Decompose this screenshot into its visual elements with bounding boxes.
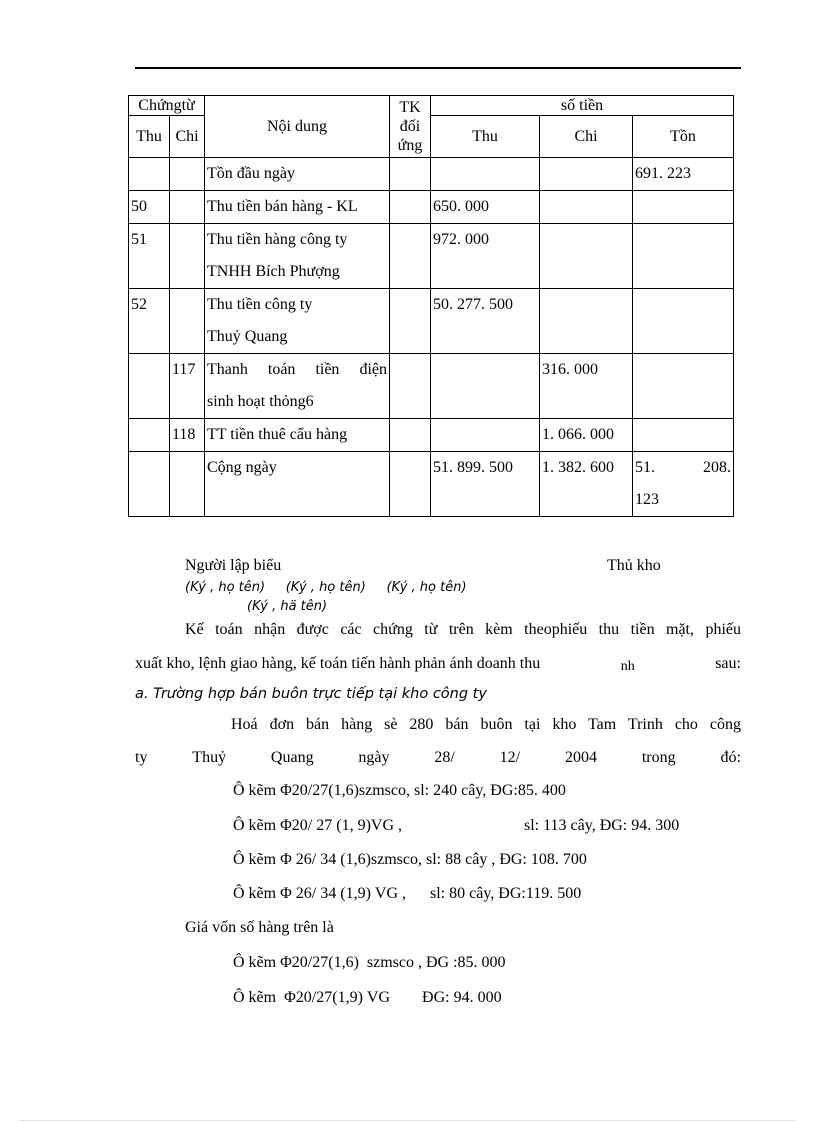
- table-row: [129, 158, 734, 191]
- col-tk: TK đối ứng: [390, 96, 431, 158]
- cell-thu: 51: [129, 224, 170, 289]
- cell-money-ton: [633, 191, 734, 224]
- ton-part-a: 51.: [635, 459, 655, 476]
- cell-money-ton: 691. 223: [633, 158, 734, 191]
- cell-chi: [170, 224, 205, 289]
- cell-tk: [390, 158, 431, 191]
- cell-thu: 50: [129, 191, 170, 224]
- cell-money-thu: [431, 354, 540, 419]
- word: ty: [135, 749, 148, 766]
- ton-part-b: 208.: [703, 459, 731, 476]
- cell-chi: 117: [170, 354, 205, 419]
- cell-tk: [390, 354, 431, 419]
- table-row: [129, 191, 734, 224]
- p1-l2-end: sau:: [715, 655, 741, 672]
- cell-thu: [129, 354, 170, 419]
- word: Thuỷ: [192, 749, 227, 766]
- word: Quang: [270, 749, 314, 766]
- paragraph-2-line-1: Hoá đơn bán hàng sè 280 bán buôn tại kho Tam Trinh cho công: [231, 716, 741, 733]
- word: ngày: [358, 749, 390, 766]
- cell-chi: 118: [170, 419, 205, 452]
- cell-money-chi: 316. 000: [540, 354, 633, 419]
- cell-noidung: Cộng ngày: [205, 452, 390, 517]
- signature-hint: (Ký , họ tên) (Ký , họ tên) (Ký , họ tên): [185, 580, 467, 595]
- cell-chi: [170, 452, 205, 517]
- item-1: Ô kẽm Φ20/27(1,6)szmsco, sl: 240 cây, ĐG:85. 400: [233, 782, 566, 799]
- cell-money-chi: [540, 224, 633, 289]
- table-row-total: [129, 452, 734, 517]
- noidung-line1: Thu tiền công ty: [207, 296, 313, 313]
- paragraph-1-line-1: Kế toán nhận được các chứng từ trên kèm theophiếu thu tiền mặt, phiếu: [185, 621, 741, 638]
- thu-kho: Thủ kho: [607, 557, 661, 574]
- gia-von-heading: Giá vốn số hàng trên là: [185, 919, 334, 936]
- col-chi: Chi: [170, 116, 205, 158]
- cell-money-ton: [633, 289, 734, 354]
- cell-money-thu: 972. 000: [431, 224, 540, 289]
- cell-tk: [390, 289, 431, 354]
- table-row: [129, 354, 734, 419]
- noidung-line2: TNHH Bích Phượng: [207, 263, 340, 280]
- cell-money-chi: 1. 066. 000: [540, 419, 633, 452]
- cell-money-thu: 50. 277. 500: [431, 289, 540, 354]
- cell-money-thu: 51. 899. 500: [431, 452, 540, 517]
- cell-chi: [170, 158, 205, 191]
- cell-money-chi: [540, 158, 633, 191]
- paragraph-1-line-2: [135, 655, 741, 673]
- cell-thu: [129, 158, 170, 191]
- cell-money-ton: [633, 354, 734, 419]
- p1-l2-text: xuất kho, lệnh giao hàng, kế toán tiến hành phản ánh doanh thu: [135, 655, 541, 672]
- cell-money-ton: [633, 419, 734, 452]
- cell-chi: [170, 191, 205, 224]
- noidung-line1: Thanh toán tiền điện: [207, 361, 387, 378]
- header-rule: [135, 67, 741, 69]
- signature-hint-2: (Ký , hä tên): [247, 599, 328, 614]
- cell-tk: [390, 191, 431, 224]
- word: 2004: [564, 749, 597, 766]
- cell-money-thu: 650. 000: [431, 191, 540, 224]
- word: đó:: [720, 749, 741, 766]
- item-4: Ô kẽm Φ 26/ 34 (1,9) VG , sl: 80 cây, ĐG:119. 500: [233, 885, 582, 902]
- col-chungtu: Chứngtừ: [129, 96, 205, 116]
- item-3: Ô kẽm Φ 26/ 34 (1,6)szmsco, sl: 88 cây , ĐG: 108. 700: [233, 851, 587, 868]
- nguoi-lap-bieu: Người lập biểu: [185, 557, 282, 574]
- word: 12/: [499, 749, 521, 766]
- col-money-ton: Tồn: [633, 116, 734, 158]
- word: trong: [641, 749, 676, 766]
- col-money-thu: Thu: [431, 116, 540, 158]
- cell-money-chi: 1. 382. 600: [540, 452, 633, 517]
- cash-ledger-table: [128, 95, 734, 517]
- cell-noidung: Tồn đầu ngày: [205, 158, 390, 191]
- cell-thu: [129, 419, 170, 452]
- ton-part-c: 123: [635, 491, 659, 508]
- noidung-line2: Thuỷ Quang: [207, 328, 288, 345]
- table-row: [129, 289, 734, 354]
- table-row: [129, 419, 734, 452]
- col-money-chi: Chi: [540, 116, 633, 158]
- cell-money-chi: [540, 191, 633, 224]
- footer-dotted-line: [20, 1120, 796, 1121]
- cell-chi: [170, 289, 205, 354]
- cell-money-ton: [633, 224, 734, 289]
- item-2a: Ô kẽm Φ20/ 27 (1, 9)VG ,: [233, 817, 403, 834]
- paragraph-2-line-2: [135, 749, 741, 767]
- cell-tk: [390, 452, 431, 517]
- cell-money-chi: [540, 289, 633, 354]
- cell-noidung: TT tiền thuê cẩu hàng: [205, 419, 390, 452]
- heading-a: a. Trường hợp bán buôn trực tiếp tại kho công ty: [135, 686, 487, 702]
- cell-tk: [390, 419, 431, 452]
- cell-noidung: [205, 354, 390, 419]
- item-2b: sl: 113 cây, ĐG: 94. 300: [524, 817, 680, 834]
- table-row: [129, 224, 734, 289]
- cell-money-thu: [431, 419, 540, 452]
- word: 28/: [434, 749, 455, 766]
- cell-noidung: [205, 289, 390, 354]
- cell-noidung: Thu tiền bán hàng - KL: [205, 191, 390, 224]
- gia-von-2: Ô kẽm Φ20/27(1,9) VG ĐG: 94. 000: [233, 989, 502, 1006]
- cell-thu: [129, 452, 170, 517]
- cell-tk: [390, 224, 431, 289]
- cell-noidung: [205, 224, 390, 289]
- cell-money-ton: [633, 452, 734, 517]
- gia-von-1: Ô kẽm Φ20/27(1,6) szmsco , ĐG :85. 000: [233, 954, 506, 971]
- noidung-line1: Thu tiền hàng công ty: [207, 231, 348, 248]
- col-thu: Thu: [129, 116, 170, 158]
- cell-money-thu: [431, 158, 540, 191]
- col-noidung: Nội dung: [205, 96, 390, 158]
- p1-l2-sub: nh: [620, 659, 635, 674]
- noidung-line2: sinh hoạt thỏng6: [207, 393, 314, 410]
- col-sotien: số tiền: [431, 96, 734, 116]
- cell-thu: 52: [129, 289, 170, 354]
